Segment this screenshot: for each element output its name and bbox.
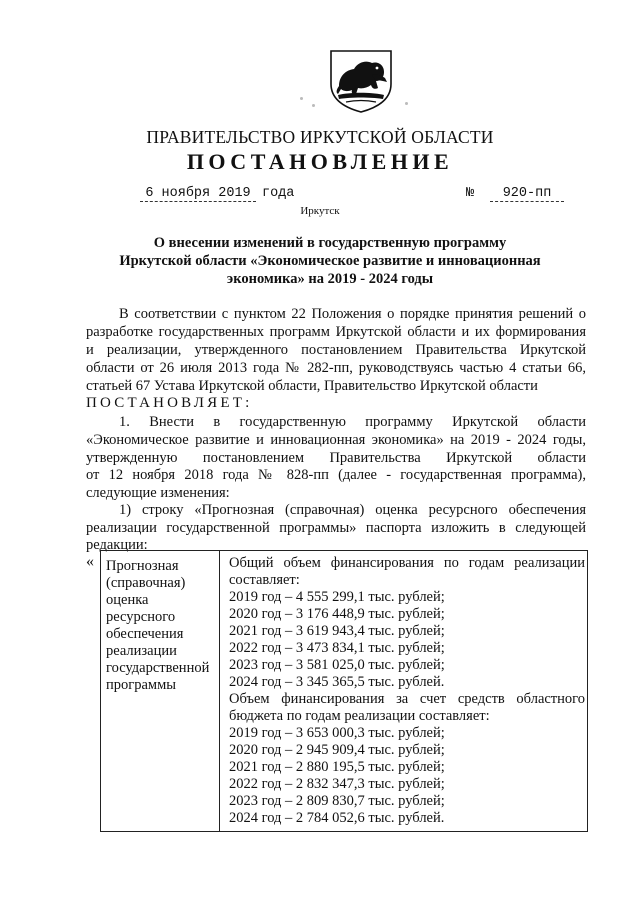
table-value-line: 2022 год – 2 832 347,3 тыс. рублей; bbox=[229, 776, 445, 792]
scan-speck bbox=[405, 102, 408, 105]
table-value-line: 2020 год – 2 945 909,4 тыс. рублей; bbox=[229, 742, 445, 758]
table-value-line: 2024 год – 3 345 365,5 тыс. рублей. bbox=[229, 674, 445, 690]
title-line: Иркутской области «Экономическое развитие и инновационная bbox=[119, 253, 541, 269]
table-value-line: Общий объем финансирования по годам реализации bbox=[229, 555, 585, 571]
table-value-line: 2019 год – 3 653 000,3 тыс. рублей; bbox=[229, 725, 445, 741]
table-value-line: 2021 год – 3 619 943,4 тыс. рублей; bbox=[229, 623, 445, 639]
table-label-line: оценка bbox=[106, 592, 149, 608]
table-value-line: 2022 год – 3 473 834,1 тыс. рублей; bbox=[229, 640, 445, 656]
body-line: В соответствии с пунктом 22 Положения о порядке принятия решений о bbox=[119, 306, 586, 322]
document-type: ПОСТАНОВЛЕНИЕ bbox=[186, 149, 454, 174]
body-line: разработке государственных программ Иркутской области и их формирования bbox=[86, 324, 586, 340]
scan-speck bbox=[312, 104, 315, 107]
scan-speck bbox=[300, 97, 303, 100]
table-value-line: 2023 год – 3 581 025,0 тыс. рублей; bbox=[229, 657, 445, 673]
table-value-line: составляет: bbox=[229, 572, 300, 588]
title-line: О внесении изменений в государственную программу bbox=[153, 235, 507, 251]
table-label-line: (справочная) bbox=[106, 575, 186, 591]
body-line: и реализации, утвержденного постановлением Правительства Иркутской bbox=[86, 342, 586, 358]
table-label-line: государственной bbox=[106, 660, 210, 676]
document-date: 6 ноября 2019 bbox=[140, 186, 256, 202]
document-date-suffix: года bbox=[262, 186, 295, 201]
title-line: экономика» на 2019 - 2024 годы bbox=[226, 271, 434, 287]
body-line: статьей 67 Устава Иркутской области, Правительство Иркутской области bbox=[86, 378, 538, 394]
body-line: «Экономическое развитие и инновационная экономика» на 2019 - 2024 годы, bbox=[86, 432, 586, 448]
document-number-sign: № bbox=[466, 186, 475, 201]
table-label-line: программы bbox=[106, 677, 176, 693]
table-value-line: 2024 год – 2 784 052,6 тыс. рублей. bbox=[229, 810, 445, 826]
table-label-line: ресурсного bbox=[106, 609, 176, 625]
table-value-line: бюджета по годам реализации составляет: bbox=[229, 708, 490, 724]
table-value-line: 2019 год – 4 555 299,1 тыс. рублей; bbox=[229, 589, 445, 605]
table-value-line: Объем финансирования за счет средств областного bbox=[229, 691, 585, 707]
document-number: 920-пп bbox=[490, 186, 564, 202]
table-label-line: реализации bbox=[106, 643, 177, 659]
body-line: следующие изменения: bbox=[86, 485, 230, 501]
table-value-line: 2021 год – 2 880 195,5 тыс. рублей; bbox=[229, 759, 445, 775]
body-line: реализации государственной программы» паспорта изложить в следующей bbox=[86, 520, 586, 536]
table-label-line: Прогнозная bbox=[106, 558, 179, 574]
body-line: 1) строку «Прогнозная (справочная) оценка ресурсного обеспечения bbox=[119, 502, 586, 518]
decree-keyword: ПОСТАНОВЛЯЕТ: bbox=[86, 395, 253, 411]
organization-name: ПРАВИТЕЛЬСТВО ИРКУТСКОЙ ОБЛАСТИ bbox=[146, 127, 494, 147]
body-line: от 12 ноября 2018 года № 828-пп (далее - государственная программа), bbox=[86, 467, 586, 483]
coat-of-arms-icon bbox=[326, 48, 396, 114]
document-city: Иркутск bbox=[300, 205, 340, 217]
opening-quote: « bbox=[86, 553, 94, 570]
table-value-line: 2023 год – 2 809 830,7 тыс. рублей; bbox=[229, 793, 445, 809]
body-line: редакции: bbox=[86, 537, 148, 553]
table-value-line: 2020 год – 3 176 448,9 тыс. рублей; bbox=[229, 606, 445, 622]
body-line: области от 26 июля 2013 года № 282-пп, руководствуясь частью 4 статьи 66, bbox=[86, 360, 586, 376]
body-line: утвержденную постановлением Правительства Иркутской области bbox=[86, 450, 586, 466]
table-label-line: обеспечения bbox=[106, 626, 184, 642]
body-line: 1. Внести в государственную программу Иркутской области bbox=[119, 414, 586, 430]
document-title bbox=[110, 234, 550, 288]
